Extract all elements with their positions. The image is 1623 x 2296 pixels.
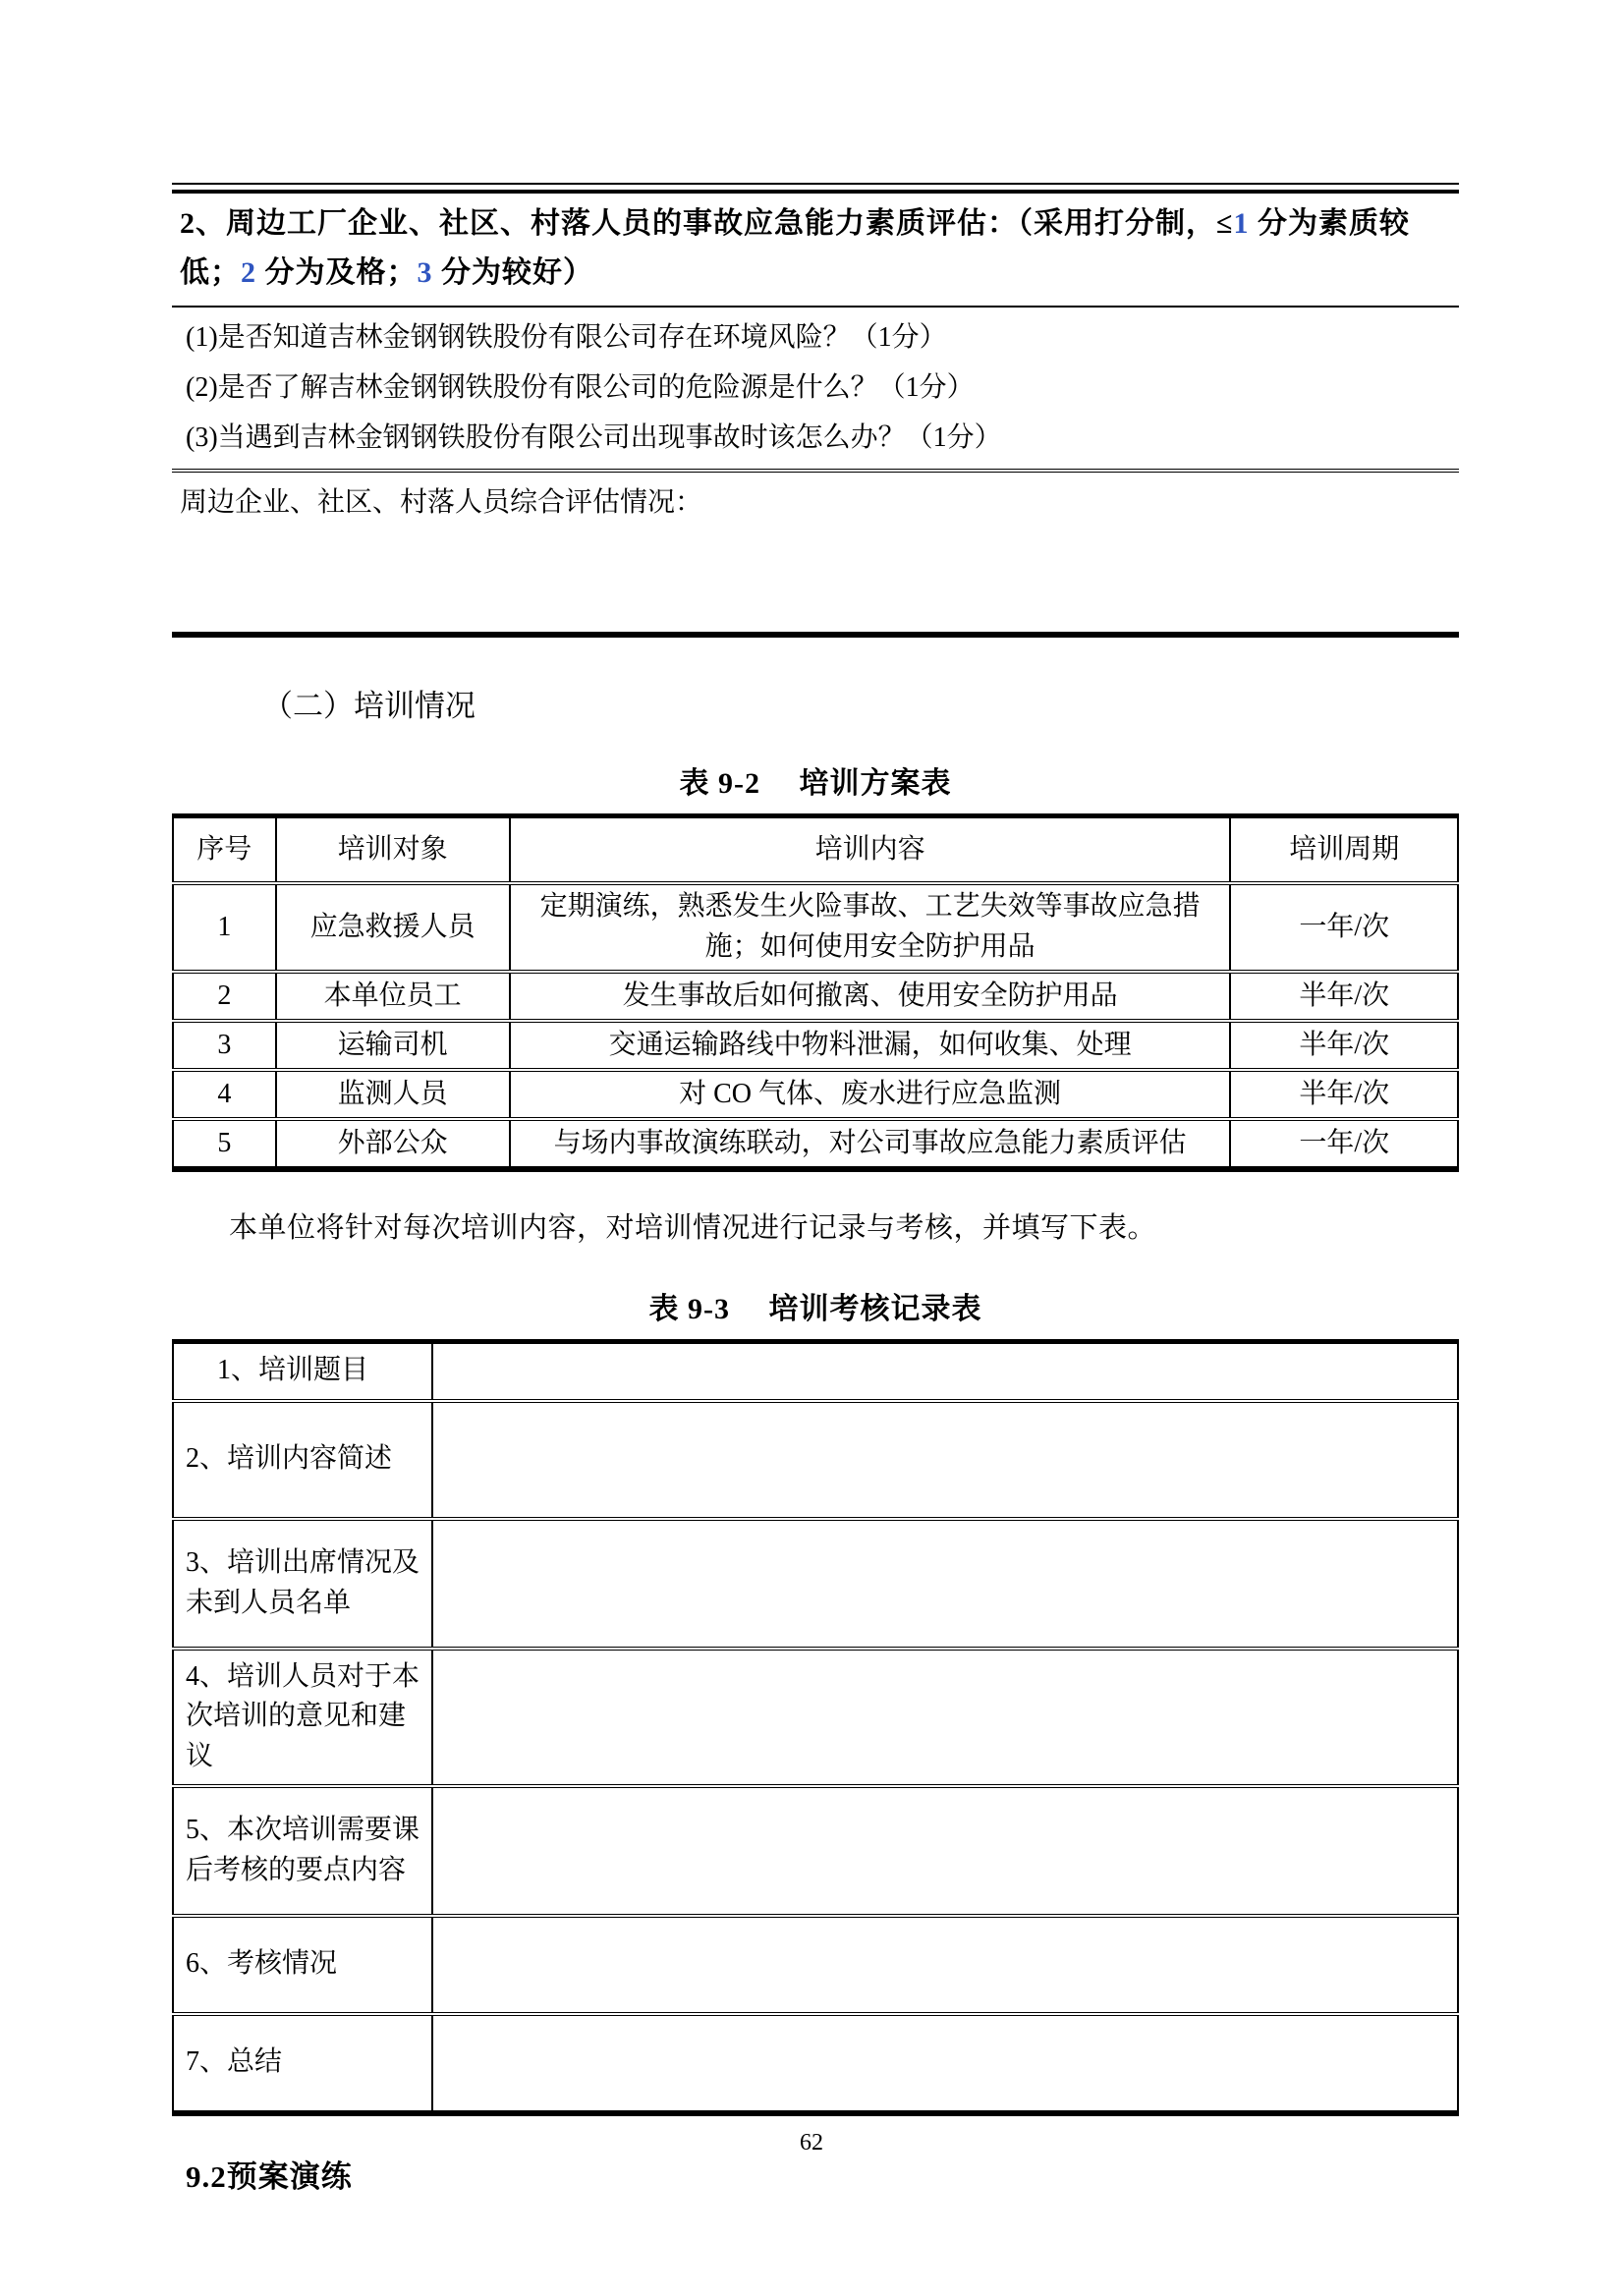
heading-text: 2、周边工厂企业、社区、村落人员的事故应急能力素质评估：（采用打分制，≤ <box>180 207 1234 240</box>
record-row-label: 6、考核情况 <box>173 1916 432 2014</box>
table-row <box>173 2014 1458 2113</box>
record-row-value <box>432 1401 1458 1519</box>
page-content <box>172 0 1459 2196</box>
table-cell: 应急救援人员 <box>276 883 510 972</box>
eval-question: (2)是否了解吉林金钢钢铁股份有限公司的危险源是什么？（1分） <box>186 372 975 403</box>
table-cell: 定期演练，熟悉发生火险事故、工艺失效等事故应急措施；如何使用安全防护用品 <box>510 883 1231 972</box>
section-bottom-divider <box>172 632 1459 638</box>
table-cell: 半年/次 <box>1230 972 1458 1021</box>
table-cell: 半年/次 <box>1230 1021 1458 1070</box>
training-record-table <box>172 1339 1459 2116</box>
table-row <box>173 1916 1458 2014</box>
table-9-3-title: 表 9-3 培训考核记录表 <box>648 1292 982 1325</box>
table-cell: 5 <box>173 1119 276 1169</box>
training-plan-header-row <box>173 816 1458 884</box>
eval-summary-cell <box>172 473 1459 632</box>
heading-text: 分为及格； <box>256 256 418 289</box>
heading-text: 分为素质较低； <box>180 207 1410 289</box>
eval-summary-label: 周边企业、社区、村落人员综合评估情况： <box>180 487 703 518</box>
eval-heading <box>172 194 1459 306</box>
record-row-value <box>432 2014 1458 2113</box>
eval-section <box>172 183 1459 638</box>
table-row <box>173 1021 1458 1070</box>
table-cell: 2 <box>173 972 276 1021</box>
table-cell: 一年/次 <box>1230 883 1458 972</box>
table-cell: 与场内事故演练联动，对公司事故应急能力素质评估 <box>510 1119 1231 1169</box>
score-digit: 3 <box>417 256 433 289</box>
training-record-table-body <box>173 1341 1458 2113</box>
table-row <box>173 1341 1458 1401</box>
record-row-label: 7、总结 <box>173 2014 432 2113</box>
eval-question: (3)当遇到吉林金钢钢铁股份有限公司出现事故时该怎么办？（1分） <box>186 422 1002 453</box>
table-cell: 1 <box>173 883 276 972</box>
table-row <box>173 1519 1458 1649</box>
table-cell: 一年/次 <box>1230 1119 1458 1169</box>
table-cell: 对 CO 气体、废水进行应急监测 <box>510 1070 1231 1119</box>
score-digit: 1 <box>1233 207 1250 240</box>
record-row-value <box>432 1341 1458 1401</box>
table-row <box>173 1649 1458 1786</box>
table-cell: 半年/次 <box>1230 1070 1458 1119</box>
table-cell: 交通运输路线中物料泄漏，如何收集、处理 <box>510 1021 1231 1070</box>
table-cell: 监测人员 <box>276 1070 510 1119</box>
table-cell: 本单位员工 <box>276 972 510 1021</box>
eval-question: (1)是否知道吉林金钢钢铁股份有限公司存在环境风险？（1分） <box>186 322 947 353</box>
training-plan-table-body <box>173 883 1458 1169</box>
record-row-label: 2、培训内容简述 <box>173 1401 432 1519</box>
eval-questions <box>172 308 1459 469</box>
record-row-value <box>432 1786 1458 1916</box>
table-cell: 3 <box>173 1021 276 1070</box>
table-cell: 发生事故后如何撤离、使用安全防护用品 <box>510 972 1231 1021</box>
column-header: 培训对象 <box>276 816 510 884</box>
table-cell: 外部公众 <box>276 1119 510 1169</box>
column-header: 序号 <box>173 816 276 884</box>
training-record-paragraph: 本单位将针对每次培训内容，对培训情况进行记录与考核，并填写下表。 <box>229 1212 1157 1244</box>
record-row-label: 1、培训题目 <box>173 1341 432 1401</box>
table-row <box>173 1119 1458 1169</box>
table-row <box>173 1070 1458 1119</box>
score-digit: 2 <box>241 256 256 289</box>
table-9-2-title: 表 9-2 培训方案表 <box>679 767 952 800</box>
table-row <box>173 883 1458 972</box>
record-row-label: 3、培训出席情况及未到人员名单 <box>173 1519 432 1649</box>
record-row-value <box>432 1519 1458 1649</box>
section-top-divider <box>172 183 1459 194</box>
record-row-value <box>432 1649 1458 1786</box>
page-number: 62 <box>800 2130 823 2156</box>
heading-text: 分为较好） <box>432 256 593 289</box>
table-row <box>173 1401 1458 1519</box>
table-row <box>173 1786 1458 1916</box>
record-row-label: 5、本次培训需要课后考核的要点内容 <box>173 1786 432 1916</box>
training-plan-table <box>172 813 1459 1172</box>
record-row-value <box>432 1916 1458 2014</box>
table-row <box>173 972 1458 1021</box>
column-header: 培训内容 <box>510 816 1231 884</box>
record-row-label: 4、培训人员对于本次培训的意见和建议 <box>173 1649 432 1786</box>
drill-section-heading: 9.2预案演练 <box>186 2158 353 2194</box>
column-header: 培训周期 <box>1230 816 1458 884</box>
table-cell: 运输司机 <box>276 1021 510 1070</box>
training-section-heading: （二）培训情况 <box>262 689 476 723</box>
table-cell: 4 <box>173 1070 276 1119</box>
